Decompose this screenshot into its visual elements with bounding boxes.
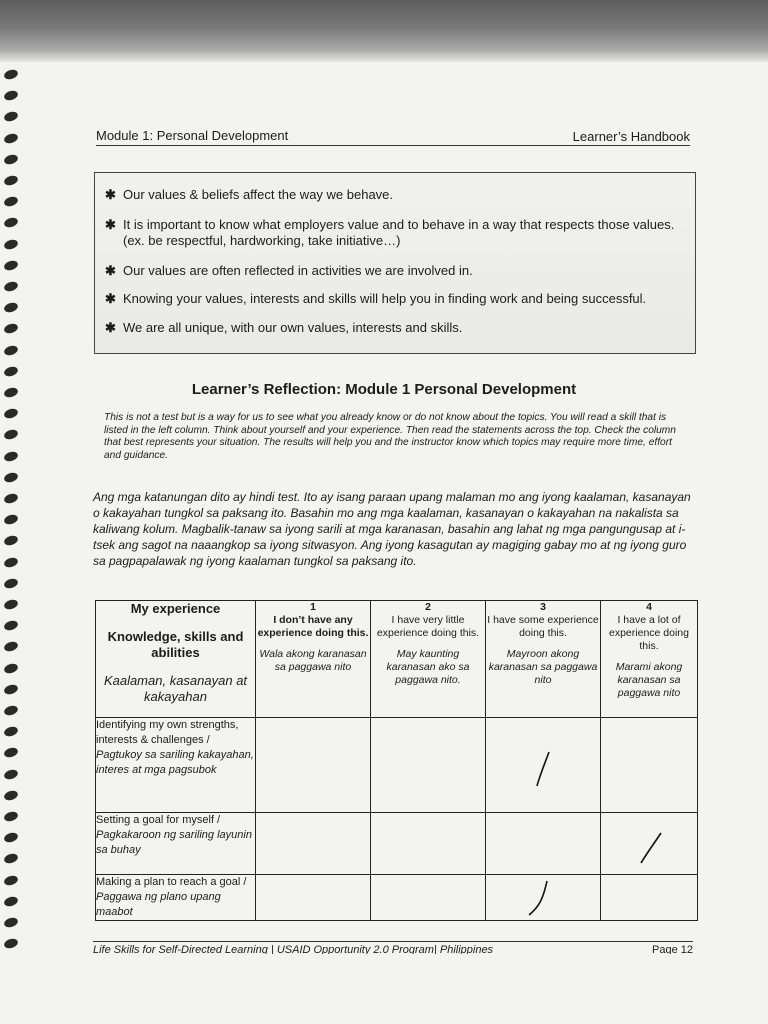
skill-filipino: Pagkakaroon ng sariling layunin sa buhay — [96, 829, 252, 856]
check-cell-1[interactable] — [256, 718, 371, 813]
bullet-text: Knowing your values, interests and skills will help you in finding work and being successful. — [123, 291, 647, 306]
bullet-text: We are all unique, with our own values, interests and skills. — [123, 320, 463, 335]
skill-label-cell — [96, 718, 256, 813]
asterisk-icon: ✱ — [105, 217, 116, 232]
asterisk-icon: ✱ — [105, 291, 116, 306]
rating-number: 4 — [646, 601, 652, 613]
spiral-ring — [3, 746, 19, 759]
asterisk-icon: ✱ — [105, 263, 116, 278]
checkmark-icon — [629, 821, 669, 871]
spiral-binding — [0, 70, 26, 960]
spiral-ring — [3, 132, 19, 145]
scan-shadow-band — [0, 0, 768, 62]
spiral-ring — [3, 407, 19, 420]
spiral-ring — [3, 110, 19, 123]
page-number: Page 12 — [652, 944, 693, 954]
spiral-ring — [3, 322, 19, 335]
asterisk-icon: ✱ — [105, 320, 116, 335]
bullet-text: Our values are often reflected in activities we are involved in. — [123, 263, 473, 278]
rating-label-filipino: Marami akong karanasan sa paggawa nito — [615, 661, 683, 699]
rating-label-filipino: Mayroon akong karanasan sa paggawa nito — [488, 648, 598, 686]
key-points-box — [94, 172, 696, 354]
header-my-experience: My experience — [130, 601, 221, 616]
spiral-ring — [3, 683, 19, 696]
reflection-table — [95, 600, 698, 921]
skill-label-cell — [96, 875, 256, 921]
rating-label-filipino: May kaunting karanasan ako sa paggawa nito. — [386, 648, 470, 686]
spiral-ring — [3, 301, 19, 314]
spiral-ring — [3, 598, 19, 611]
rating-label-english: I have a lot of experience doing this. — [609, 614, 689, 652]
skill-english: Making a plan to reach a goal / — [96, 876, 247, 888]
rating-label-english: I don’t have any experience doing this. — [257, 614, 369, 639]
spiral-ring — [3, 874, 19, 887]
page-footer — [93, 941, 693, 954]
spiral-ring — [3, 68, 19, 81]
rating-header-4 — [601, 601, 698, 718]
table-row — [96, 813, 698, 875]
rating-header-2 — [371, 601, 486, 718]
spiral-ring — [3, 344, 19, 357]
spiral-ring — [3, 195, 19, 208]
bullet-text: Our values & beliefs affect the way we behave. — [123, 187, 394, 202]
rating-label-english: I have some experience doing this. — [487, 614, 599, 639]
spiral-ring — [3, 768, 19, 781]
spiral-ring — [3, 534, 19, 547]
skill-english: Identifying my own strengths, interests & challenges / — [96, 719, 239, 746]
check-cell-1[interactable] — [256, 875, 371, 921]
skill-label-cell — [96, 813, 256, 875]
rating-label-filipino: Wala akong karanasan sa paggawa nito — [259, 648, 367, 673]
spiral-ring — [3, 577, 19, 590]
rating-number: 3 — [540, 601, 546, 613]
table-header-row — [96, 601, 698, 718]
bullet-text: It is important to know what employers value and to behave in a way that respects those values. (ex. be respectful, hardworking, take initiative…) — [123, 217, 675, 248]
instructions-english: This is not a test but is a way for us to see what you already know or do not know about the topics. You will read a skill that is listed in the left column. Think about yourself and your experience. Then read the statements across the top. Check the column that best represents your situation. The results will help you and the instructor know which topics may require more time, effort and guidance. — [104, 412, 676, 461]
spiral-ring — [3, 492, 19, 505]
spiral-ring — [3, 513, 19, 526]
spiral-ring — [3, 153, 19, 166]
rating-header-3 — [486, 601, 601, 718]
skill-filipino: Pagtukoy sa sariling kakayahan, interes at mga pagsubok — [96, 749, 254, 776]
instructions-filipino: Ang mga katanungan dito ay hindi test. Ito ay isang paraan upang malaman mo ang iyong kaalaman, kasanayan o kakayahan tungkol sa paksang ito. Basahin mo ang mga kaalaman, kasanayan o kakayahan na nakalista sa kaliwang kolum. Magbalik-tanaw sa iyong sarili at mga karanasan, basahin ang lahat ng mga pangungusap at i-tsek ang sagot na naaangkop sa iyong sitwasyon. Ang iyong kasagutan ay magiging gabay mo at ng iyong guro sa pagpapalawak ng iyong kaalaman tungkol sa paksang ito. — [93, 490, 691, 568]
rating-number: 2 — [425, 601, 431, 613]
asterisk-icon: ✱ — [105, 187, 116, 202]
check-cell-4[interactable] — [601, 813, 698, 875]
spiral-ring — [3, 280, 19, 293]
spiral-ring — [3, 895, 19, 908]
spiral-ring — [3, 916, 19, 929]
table-row — [96, 875, 698, 921]
spiral-ring — [3, 640, 19, 653]
spiral-ring — [3, 89, 19, 102]
header-kaalaman: Kaalaman, kasanayan at kakayahan — [103, 673, 248, 704]
spiral-ring — [3, 852, 19, 865]
checkmark-icon — [523, 740, 563, 800]
footer-program: Life Skills for Self-Directed Learning | USAID Opportunity 2.0 Program| Philippines — [93, 944, 494, 954]
spiral-ring — [3, 365, 19, 378]
spiral-ring — [3, 450, 19, 463]
skill-filipino: Paggawa ng plano upang maabot — [96, 891, 221, 918]
spiral-ring — [3, 174, 19, 187]
header-knowledge-skills: Knowledge, skills and abilities — [107, 629, 244, 660]
spiral-ring — [3, 831, 19, 844]
spiral-ring — [3, 662, 19, 675]
rating-label-english: I have very little experience doing this. — [376, 614, 480, 639]
handbook-title: Learner’s Handbook — [572, 129, 690, 144]
rating-number: 1 — [310, 601, 316, 613]
check-cell-3[interactable] — [486, 813, 601, 875]
table-row — [96, 718, 698, 813]
check-cell-2[interactable] — [371, 875, 486, 921]
check-cell-3[interactable] — [486, 875, 601, 921]
check-cell-2[interactable] — [371, 813, 486, 875]
spiral-ring — [3, 704, 19, 717]
check-cell-4[interactable] — [601, 875, 698, 921]
spiral-ring — [3, 725, 19, 738]
experience-header-cell — [96, 601, 256, 718]
spiral-ring — [3, 216, 19, 229]
check-cell-1[interactable] — [256, 813, 371, 875]
spiral-ring — [3, 619, 19, 632]
spiral-ring — [3, 810, 19, 823]
spiral-ring — [3, 238, 19, 251]
section-title: Learner’s Reflection: Module 1 Personal Development — [191, 381, 577, 398]
skill-english: Setting a goal for myself / — [96, 814, 221, 826]
spiral-ring — [3, 259, 19, 272]
spiral-ring — [3, 789, 19, 802]
check-cell-2[interactable] — [371, 718, 486, 813]
page-header — [96, 127, 690, 146]
module-title: Module 1: Personal Development — [96, 128, 289, 143]
rating-header-1 — [256, 601, 371, 718]
spiral-ring — [3, 937, 19, 950]
spiral-ring — [3, 471, 19, 484]
spiral-ring — [3, 428, 19, 441]
check-cell-4[interactable] — [601, 718, 698, 813]
checkmark-icon — [523, 875, 563, 919]
spiral-ring — [3, 556, 19, 569]
check-cell-3[interactable] — [486, 718, 601, 813]
